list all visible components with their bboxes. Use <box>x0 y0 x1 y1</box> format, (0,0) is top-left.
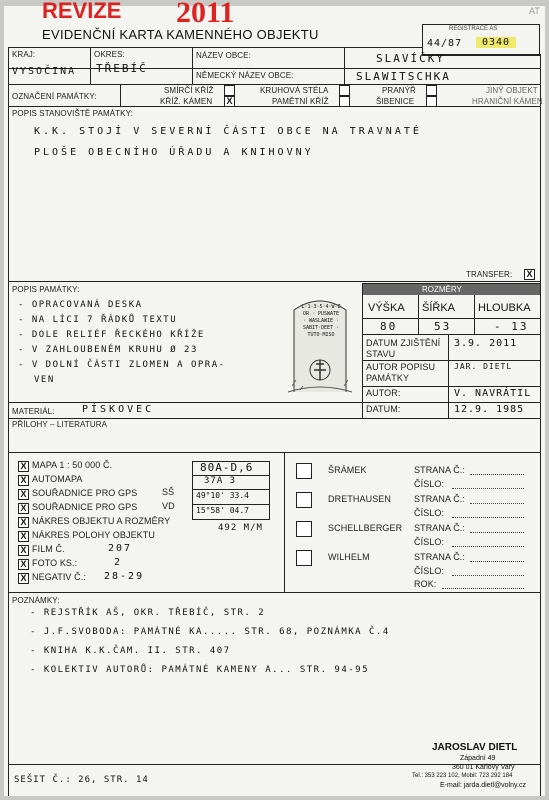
gps-suffix: SŠ <box>162 487 175 497</box>
popis-item: VEN <box>34 375 55 385</box>
nakres-value: 492 M/M <box>218 523 263 533</box>
kriz-kamen-checkbox[interactable]: X <box>224 96 235 107</box>
kriz-kamen-label: KŘÍŽ. KÁMEN <box>160 97 213 106</box>
prilohy-checkbox[interactable]: X <box>18 489 29 500</box>
revize-stamp: REVIZE <box>42 0 122 23</box>
registration-number-highlight: 0340 <box>476 37 516 48</box>
strana-label: STRANA Č.: <box>414 523 466 533</box>
okres-label: OKRES: <box>94 50 125 59</box>
info-value: V. NAVRÁTIL <box>454 388 532 399</box>
prilohy-item-label: NÁKRES OBJEKTU A ROZMĚRY <box>32 516 171 526</box>
prilohy-item-label: NÁKRES POLOHY OBJEKTU <box>32 530 155 540</box>
sirka-label: ŠÍŘKA <box>422 302 456 314</box>
info-value: JAR. DIETL <box>454 362 513 371</box>
mapa-value: 80A-D,6 <box>200 461 254 474</box>
popis-item: - V ZAHLOUBENÉM KRUHU Ø 23 <box>18 345 198 355</box>
registration-label: REGISTRACE AŠ <box>449 26 498 32</box>
kraj-label: KRAJ: <box>12 50 36 59</box>
info-label: AUTOR POPISU PAMÁTKY <box>366 362 436 383</box>
poznamky-line: - KOLEKTIV AUTORŮ: PAMÁTNÉ KAMENY A... STR. 94-95 <box>30 665 370 675</box>
prilohy-item-label: SOUŘADNICE PRO GPS <box>32 488 138 498</box>
author-phone: Tel.: 353 223 102, Mobil: 723 292 184 <box>412 773 513 779</box>
obec-value: SLAVÍČKY <box>376 52 445 65</box>
prilohy-checkbox[interactable]: X <box>18 503 29 514</box>
prilohy-value: 207 <box>108 543 133 554</box>
prilohy-label: PŘÍLOHY – LITERATURA <box>12 420 108 429</box>
author-checkbox[interactable] <box>296 550 312 566</box>
prilohy-item-label: MAPA 1 : 50 000 Č. <box>32 460 113 470</box>
hloubka-value: - 13 <box>494 320 529 333</box>
author-checkbox[interactable] <box>296 521 312 537</box>
vyska-value: 80 <box>380 320 398 333</box>
smirci-kriz-checkbox[interactable] <box>224 85 235 96</box>
poznamky-line: - KNIHA K.K.ČAM. II. STR. 407 <box>30 646 231 656</box>
hranicni-kamen-label: HRANIČNÍ KÁMEN <box>472 97 543 106</box>
cislo-label: ČÍSLO: <box>414 508 445 518</box>
year-stamp: 2011 <box>176 0 235 29</box>
okres-value: TŘEBÍČ <box>96 62 148 75</box>
prilohy-value: 2 <box>114 557 123 568</box>
kruhova-stela-label: KRUHOVÁ STÉLA <box>260 86 329 95</box>
cislo-label: ČÍSLO: <box>414 566 445 576</box>
author-label: ŠRÁMEK <box>328 465 367 475</box>
prilohy-item-label: FOTO KS.: <box>32 558 78 568</box>
info-label: DATUM ZJIŠTĚNÍ STAVU <box>366 338 441 359</box>
popis-item: - DOLE RELIÉF ŘECKÉHO KŘÍŽE <box>18 330 205 340</box>
corner-mark: AT <box>529 6 540 16</box>
gps-v-value: 15°58' 04.7 <box>196 506 249 515</box>
smirci-kriz-label: SMÍRČÍ KŘÍŽ <box>164 86 214 95</box>
cislo-line <box>452 488 524 489</box>
registration-number: 44/87 <box>427 38 463 49</box>
stone-sketch-text: L·1·3·5·4·W·ZOR · PUSWATE · WASLAWIE · SABIT·DEET · TUTO·MISO <box>301 304 341 338</box>
sibenice-checkbox[interactable] <box>426 96 437 107</box>
strana-label: STRANA Č.: <box>414 494 466 504</box>
stanoviste-line-1: K.K. STOJÍ V SEVERNÍ ČÁSTI OBCE NA TRAVNATÉ <box>34 126 422 137</box>
stone-sketch <box>286 296 354 394</box>
author-city: 360 01 Karlovy Vary <box>452 764 515 771</box>
dimensions-label: ROZMĚRY <box>422 285 462 294</box>
kruhova-stela-checkbox[interactable] <box>339 85 350 96</box>
prilohy-item-label: NEGATIV Č.: <box>32 572 86 582</box>
prilohy-checkbox[interactable]: X <box>18 461 29 472</box>
material-label: MATERIÁL: <box>12 407 55 416</box>
author-label: DRETHAUSEN <box>328 494 392 504</box>
cislo-label: ČÍSLO: <box>414 479 445 489</box>
poznamky-line: - REJSTŘÍK AŠ, OKR. TŘEBÍČ, STR. 2 <box>30 608 266 618</box>
nemecky-value: SLAWITSCHKA <box>356 70 451 83</box>
author-checkbox[interactable] <box>296 463 312 479</box>
strana-line <box>470 532 524 533</box>
obec-label: NÁZEV OBCE: <box>196 51 251 60</box>
vyska-label: VÝŠKA <box>368 302 405 314</box>
author-email: E-mail: jarda.dietl@volny.cz <box>440 782 526 789</box>
cislo-line <box>452 517 524 518</box>
stanoviste-label: POPIS STANOVIŠTĚ PAMÁTKY: <box>12 109 133 118</box>
transfer-label: TRANSFER: <box>466 270 513 279</box>
popis-label: POPIS PAMÁTKY: <box>12 285 80 294</box>
rok-label: ROK: <box>414 579 437 589</box>
cislo-label: ČÍSLO: <box>414 537 445 547</box>
transfer-checkbox[interactable]: X <box>524 269 535 280</box>
popis-item: - V DOLNÍ ČÁSTI ZLOMEN A OPRA- <box>18 360 226 370</box>
kraj-value: VYSOČINA <box>12 66 77 77</box>
info-value: 12.9. 1985 <box>454 404 525 415</box>
cislo-line <box>452 546 524 547</box>
material-value: PÍSKOVEC <box>82 404 155 415</box>
prilohy-checkbox[interactable]: X <box>18 559 29 570</box>
sesit-value: SEŠIT Č.: 26, STR. 14 <box>14 775 149 785</box>
pametni-kriz-checkbox[interactable] <box>339 96 350 107</box>
pranyr-checkbox[interactable] <box>426 85 437 96</box>
info-label: AUTOR: <box>366 388 401 398</box>
prilohy-checkbox[interactable]: X <box>18 573 29 584</box>
strana-label: STRANA Č.: <box>414 465 466 475</box>
poznamky-label: POZNÁMKY: <box>12 596 60 605</box>
sirka-value: 53 <box>434 320 452 333</box>
prilohy-value: 28-29 <box>104 571 145 582</box>
prilohy-checkbox[interactable]: X <box>18 545 29 556</box>
card-title: EVIDENČNÍ KARTA KAMENNÉHO OBJEKTU <box>42 27 319 42</box>
cislo-line <box>452 575 524 576</box>
strana-line <box>470 474 524 475</box>
strana-line <box>470 503 524 504</box>
prilohy-checkbox[interactable]: X <box>18 517 29 528</box>
gps-suffix: VD <box>162 501 175 511</box>
stanoviste-line-2: PLOŠE OBECNÍHO ÚŘADU A KNIHOVNY <box>34 147 314 158</box>
prilohy-item-label: FILM Č. <box>32 544 65 554</box>
prilohy-item-label: SOUŘADNICE PRO GPS <box>32 502 138 512</box>
strana-label: STRANA Č.: <box>414 552 466 562</box>
pametni-kriz-label: PAMĚTNÍ KŘÍŽ <box>272 97 329 106</box>
hloubka-label: HLOUBKA <box>478 302 531 314</box>
sibenice-label: ŠIBENICE <box>376 97 415 106</box>
author-label: SCHELLBERGER <box>328 523 403 533</box>
rok-line <box>442 588 524 589</box>
gps-s-value: 49°10' 33.4 <box>196 491 249 500</box>
prilohy-checkbox[interactable]: X <box>18 475 29 486</box>
info-label: DATUM: <box>366 404 401 414</box>
info-value: 3.9. 2011 <box>454 338 518 349</box>
record-card <box>4 0 545 796</box>
strana-line <box>470 561 524 562</box>
popis-item: - OPRACOVANÁ DESKA <box>18 300 143 310</box>
pranyr-label: PRANÝŘ <box>382 86 416 95</box>
prilohy-item-label: AUTOMAPA <box>32 474 83 484</box>
oznaceni-label: OZNAČENÍ PAMÁTKY: <box>12 92 97 101</box>
author-street: Západní 49 <box>460 755 496 762</box>
prilohy-checkbox[interactable]: X <box>18 531 29 542</box>
automapa-value: 37A 3 <box>204 476 237 486</box>
poznamky-line: - J.F.SVOBODA: PAMÁTNÉ KA..... STR. 68, POZNÁMKA Č.4 <box>30 627 390 637</box>
jiny-objekt-label: JINÝ OBJEKT <box>486 86 538 95</box>
author-checkbox[interactable] <box>296 492 312 508</box>
nemecky-label: NĚMECKÝ NÁZEV OBCE: <box>196 71 294 80</box>
author-label: WILHELM <box>328 552 370 562</box>
popis-item: - NA LÍCI 7 ŘÁDKŮ TEXTU <box>18 315 178 325</box>
author-name: JAROSLAV DIETL <box>432 742 518 753</box>
